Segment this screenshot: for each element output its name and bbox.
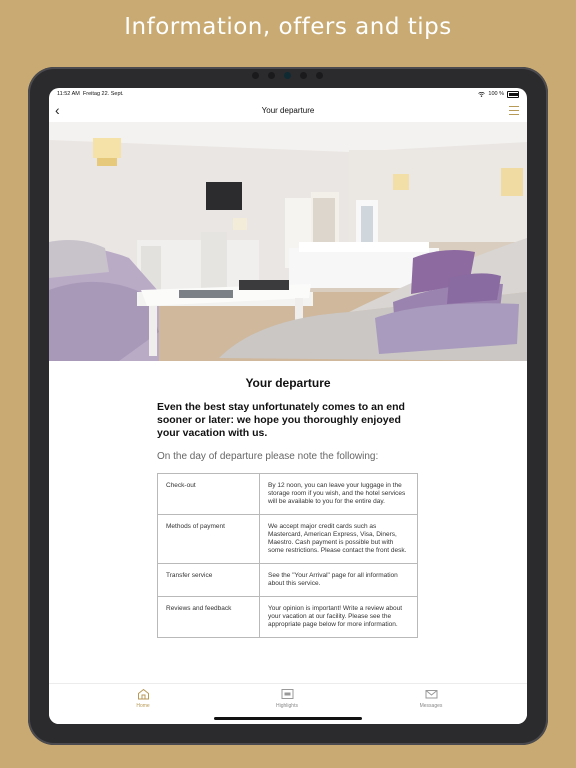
tab-messages-label: Messages xyxy=(419,703,443,709)
row-text: By 12 noon, you can leave your luggage in the storage room if you wish, and the hotel services will be available to you for the entire day. xyxy=(260,474,418,515)
table-row xyxy=(158,515,418,564)
tab-home[interactable] xyxy=(113,688,173,709)
departure-info-table xyxy=(157,473,418,638)
app-screen xyxy=(49,88,527,724)
highlights-icon xyxy=(281,688,294,700)
departure-note: On the day of departure please note the following: xyxy=(157,451,379,462)
tablet-frame xyxy=(28,67,548,745)
row-label: Check-out xyxy=(158,474,260,515)
sensor-dot xyxy=(252,72,259,79)
battery-percent: 100 % xyxy=(488,91,504,98)
sensor-dot xyxy=(300,72,307,79)
sensor-dot xyxy=(316,72,323,79)
battery-icon xyxy=(507,91,519,98)
row-text: See the "Your Arrival" page for all information about this service. xyxy=(260,564,418,597)
row-text: Your opinion is important! Write a review about your vacation at our facility. Please see the appropriate page below for more information. xyxy=(260,597,418,638)
tab-highlights-label: Highlights xyxy=(276,703,298,709)
departure-content xyxy=(49,361,527,683)
table-row xyxy=(158,597,418,638)
page-title: Your departure xyxy=(261,106,315,115)
camera-icon xyxy=(284,72,291,79)
hotel-room-illustration xyxy=(49,122,527,361)
envelope-icon xyxy=(425,688,438,700)
menu-icon[interactable] xyxy=(509,106,519,118)
sensor-dot xyxy=(268,72,275,79)
wifi-icon xyxy=(478,92,485,97)
section-title: Your departure xyxy=(245,376,331,390)
intro-text: Even the best stay unfortunately comes to an end sooner or later: we hope you thoroughly enjoyed your vacation with us. xyxy=(157,401,405,439)
row-label: Reviews and feedback xyxy=(158,597,260,638)
table-row xyxy=(158,564,418,597)
row-text: We accept major credit cards such as Mastercard, American Express, Visa, Diners, Maestro. Cash payment is possible but with some restrictions. Please contact the front desk. xyxy=(260,515,418,564)
status-time: 11:52 AM xyxy=(57,91,80,97)
back-button[interactable]: ‹ xyxy=(55,102,60,118)
navigation-bar xyxy=(49,100,527,123)
home-icon xyxy=(137,688,150,700)
status-bar xyxy=(49,88,527,100)
row-label: Transfer service xyxy=(158,564,260,597)
tab-highlights[interactable] xyxy=(257,688,317,709)
hero-image xyxy=(49,122,527,361)
row-label: Methods of payment xyxy=(158,515,260,564)
tab-messages[interactable] xyxy=(401,688,461,709)
table-row xyxy=(158,474,418,515)
status-date: Freitag 22. Sept. xyxy=(82,91,124,97)
promo-headline: Information, offers and tips xyxy=(124,14,452,40)
home-indicator[interactable] xyxy=(214,717,362,720)
tab-home-label: Home xyxy=(136,703,150,709)
